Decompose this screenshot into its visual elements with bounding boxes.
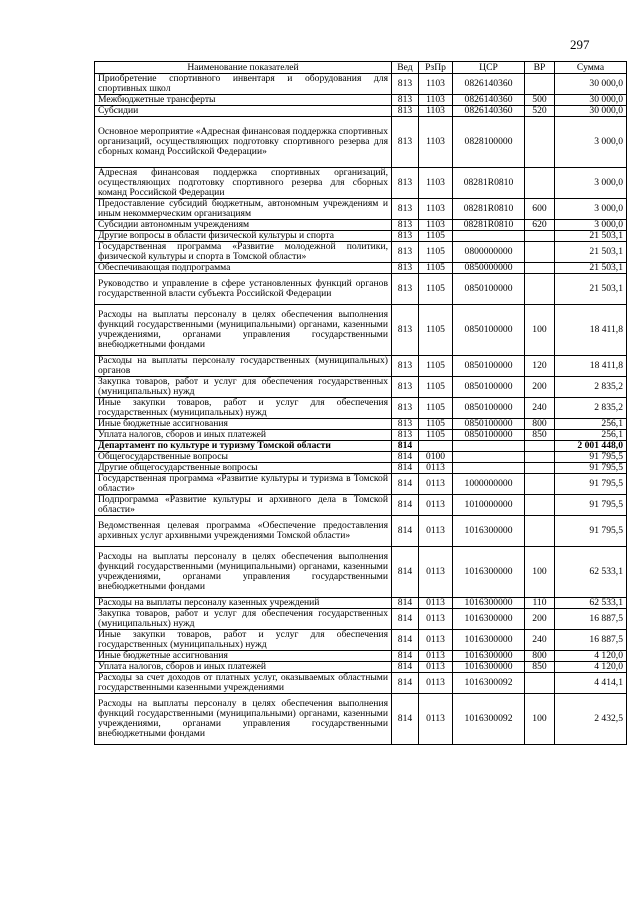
table-header-row [95,62,627,74]
cell-name: Основное мероприятие «Адресная финансовая поддержка спортивных организаций, осуществляющих подготовку спортивного резерва для сборных команд Российской Федерации» [95,117,392,168]
cell-csr: 0850100000 [453,398,525,419]
cell-rzpr: 0113 [419,651,453,662]
cell-rzpr: 1105 [419,231,453,242]
cell-csr [453,463,525,474]
cell-name: Общегосударственные вопросы [95,452,392,463]
table-row [95,516,627,547]
cell-rzpr: 1105 [419,419,453,430]
cell-csr: 0800000000 [453,242,525,263]
header-ved: Вед [392,62,419,74]
cell-ved: 814 [392,474,419,495]
cell-rzpr: 1103 [419,106,453,117]
cell-csr: 1016300092 [453,673,525,694]
cell-name: Департамент по культуре и туризму Томской области [95,441,392,452]
table-row [95,377,627,398]
cell-csr: 1016300000 [453,651,525,662]
cell-ved: 813 [392,419,419,430]
cell-vr: 240 [525,630,555,651]
cell-sum: 2 835,2 [555,398,627,419]
cell-csr: 08281R0810 [453,168,525,199]
cell-rzpr: 1103 [419,95,453,106]
cell-rzpr: 1103 [419,117,453,168]
cell-rzpr: 1105 [419,274,453,305]
cell-rzpr: 0113 [419,516,453,547]
cell-csr: 1010000000 [453,495,525,516]
header-csr: ЦСР [453,62,525,74]
table-row [95,452,627,463]
cell-ved: 814 [392,441,419,452]
cell-sum: 91 795,5 [555,452,627,463]
cell-sum: 91 795,5 [555,474,627,495]
table-row [95,463,627,474]
cell-rzpr: 0113 [419,630,453,651]
cell-ved: 813 [392,168,419,199]
cell-rzpr [419,441,453,452]
cell-rzpr: 0113 [419,598,453,609]
cell-sum: 3 000,0 [555,220,627,231]
cell-sum: 4 120,0 [555,651,627,662]
cell-csr: 1016300092 [453,694,525,745]
table-row [95,74,627,95]
table-row [95,106,627,117]
cell-sum: 21 503,1 [555,274,627,305]
cell-csr: 1016300000 [453,630,525,651]
cell-sum: 256,1 [555,419,627,430]
cell-vr: 620 [525,220,555,231]
table-row [95,168,627,199]
cell-ved: 813 [392,117,419,168]
cell-name: Расходы на выплаты персоналу казенных учреждений [95,598,392,609]
cell-vr: 800 [525,651,555,662]
cell-csr: 1016300000 [453,598,525,609]
cell-name: Подпрограмма «Развитие культуры и архивного дела в Томской области» [95,495,392,516]
cell-sum: 30 000,0 [555,106,627,117]
cell-name: Иные закупки товаров, работ и услуг для обеспечения государственных (муниципальных) нужд [95,630,392,651]
cell-csr: 0826140360 [453,74,525,95]
cell-name: Иные бюджетные ассигнования [95,419,392,430]
cell-sum: 2 432,5 [555,694,627,745]
cell-ved: 814 [392,609,419,630]
cell-sum: 4 414,1 [555,673,627,694]
cell-csr: 1016300000 [453,516,525,547]
cell-ved: 814 [392,516,419,547]
cell-sum: 256,1 [555,430,627,441]
cell-ved: 814 [392,662,419,673]
cell-ved: 813 [392,263,419,274]
table-row [95,630,627,651]
cell-vr [525,263,555,274]
cell-sum: 30 000,0 [555,95,627,106]
cell-csr: 0850100000 [453,430,525,441]
cell-rzpr: 1103 [419,74,453,95]
cell-sum: 3 000,0 [555,199,627,220]
cell-name: Расходы на выплаты персоналу в целях обеспечения выполнения функций государственными (муниципальными) органами, казенными учреждениями, органами управления государственными внебюджетными фондами [95,547,392,598]
page-number: 297 [570,37,590,52]
cell-name: Приобретение спортивного инвентаря и оборудования для спортивных школ [95,74,392,95]
cell-rzpr: 0113 [419,662,453,673]
cell-ved: 813 [392,106,419,117]
cell-ved: 814 [392,630,419,651]
table-row [95,673,627,694]
table-row [95,220,627,231]
cell-rzpr: 0113 [419,609,453,630]
cell-ved: 814 [392,673,419,694]
cell-name: Уплата налогов, сборов и иных платежей [95,430,392,441]
table-row [95,495,627,516]
cell-csr: 0826140360 [453,95,525,106]
cell-sum: 91 795,5 [555,516,627,547]
header-rzpr: РзПр [419,62,453,74]
cell-ved: 814 [392,651,419,662]
table-row [95,356,627,377]
table-row [95,305,627,356]
cell-name: Расходы на выплаты персоналу в целях обеспечения выполнения функций государственными (муниципальными) органами, казенными учреждениями, органами управления государственными внебюджетными фондами [95,305,392,356]
cell-ved: 813 [392,398,419,419]
cell-csr: 0850100000 [453,377,525,398]
cell-csr: 0828100000 [453,117,525,168]
cell-vr: 110 [525,598,555,609]
cell-vr: 500 [525,95,555,106]
cell-name: Закупка товаров, работ и услуг для обеспечения государственных (муниципальных) нужд [95,609,392,630]
cell-name: Расходы за счет доходов от платных услуг, оказываемых областными государственными казенными учреждениями [95,673,392,694]
cell-ved: 813 [392,430,419,441]
table-row [95,117,627,168]
cell-csr: 08281R0810 [453,220,525,231]
cell-sum: 21 503,1 [555,231,627,242]
cell-name: Государственная программа «Развитие молодежной политики, физической культуры и спорта в Томской области» [95,242,392,263]
header-vr: ВР [525,62,555,74]
cell-ved: 813 [392,220,419,231]
cell-csr: 1016300000 [453,547,525,598]
cell-sum: 3 000,0 [555,117,627,168]
budget-table [94,61,627,745]
cell-rzpr: 1103 [419,168,453,199]
cell-rzpr: 1105 [419,377,453,398]
cell-vr [525,441,555,452]
cell-rzpr: 0100 [419,452,453,463]
cell-ved: 813 [392,242,419,263]
cell-name: Другие вопросы в области физической культуры и спорта [95,231,392,242]
cell-rzpr: 1105 [419,242,453,263]
cell-name: Закупка товаров, работ и услуг для обеспечения государственных (муниципальных) нужд [95,377,392,398]
cell-ved: 813 [392,356,419,377]
cell-name: Другие общегосударственные вопросы [95,463,392,474]
table-row [95,430,627,441]
table-row [95,199,627,220]
cell-name: Адресная финансовая поддержка спортивных организаций, осуществляющих подготовку спортивного резерва для сборных команд Российской Федерации [95,168,392,199]
table-row [95,95,627,106]
cell-sum: 4 120,0 [555,662,627,673]
cell-ved: 813 [392,95,419,106]
cell-name: Обеспечивающая подпрограмма [95,263,392,274]
table-row [95,547,627,598]
cell-ved: 814 [392,452,419,463]
cell-csr: 0850100000 [453,305,525,356]
cell-csr: 08281R0810 [453,199,525,220]
cell-sum: 21 503,1 [555,242,627,263]
cell-ved: 813 [392,274,419,305]
cell-csr: 0850100000 [453,274,525,305]
cell-vr [525,242,555,263]
cell-vr: 520 [525,106,555,117]
table-row [95,474,627,495]
cell-vr [525,168,555,199]
cell-vr [525,495,555,516]
cell-rzpr: 1103 [419,220,453,231]
table-row [95,694,627,745]
cell-sum: 2 001 448,0 [555,441,627,452]
cell-rzpr: 1103 [419,199,453,220]
cell-sum: 3 000,0 [555,168,627,199]
cell-ved: 813 [392,231,419,242]
cell-csr: 1016300000 [453,609,525,630]
header-name: Наименование показателей [95,62,392,74]
table-row [95,598,627,609]
table-row [95,662,627,673]
cell-vr [525,463,555,474]
cell-name: Расходы на выплаты персоналу государственных (муниципальных) органов [95,356,392,377]
cell-ved: 813 [392,199,419,220]
cell-csr: 0826140360 [453,106,525,117]
cell-vr [525,673,555,694]
cell-ved: 813 [392,377,419,398]
cell-sum: 18 411,8 [555,356,627,377]
cell-csr: 1000000000 [453,474,525,495]
cell-csr [453,441,525,452]
cell-csr [453,452,525,463]
cell-rzpr: 0113 [419,673,453,694]
cell-csr [453,231,525,242]
cell-rzpr: 1105 [419,263,453,274]
cell-name: Субсидии [95,106,392,117]
cell-name: Руководство и управление в сфере установленных функций органов государственной власти субъекта Российской Федерации [95,274,392,305]
cell-vr: 240 [525,398,555,419]
cell-rzpr: 1105 [419,356,453,377]
cell-sum: 18 411,8 [555,305,627,356]
cell-csr: 0850000000 [453,263,525,274]
cell-name: Иные бюджетные ассигнования [95,651,392,662]
cell-rzpr: 0113 [419,463,453,474]
table-row [95,398,627,419]
cell-vr: 120 [525,356,555,377]
table-row [95,609,627,630]
cell-vr: 200 [525,377,555,398]
table-row [95,263,627,274]
cell-name: Иные закупки товаров, работ и услуг для обеспечения государственных (муниципальных) нужд [95,398,392,419]
cell-ved: 814 [392,694,419,745]
cell-rzpr: 1105 [419,398,453,419]
cell-sum: 16 887,5 [555,630,627,651]
cell-ved: 813 [392,305,419,356]
cell-sum: 62 533,1 [555,547,627,598]
cell-sum: 91 795,5 [555,495,627,516]
cell-vr: 100 [525,305,555,356]
cell-name: Субсидии автономным учреждениям [95,220,392,231]
table-row [95,651,627,662]
cell-rzpr: 0113 [419,694,453,745]
cell-sum: 2 835,2 [555,377,627,398]
cell-vr [525,474,555,495]
cell-sum: 21 503,1 [555,263,627,274]
cell-vr: 600 [525,199,555,220]
header-sum: Сумма [555,62,627,74]
cell-sum: 30 000,0 [555,74,627,95]
table-row [95,441,627,452]
table-row [95,419,627,430]
cell-vr: 850 [525,430,555,441]
cell-vr [525,74,555,95]
cell-vr [525,516,555,547]
cell-csr: 1016300000 [453,662,525,673]
cell-vr [525,452,555,463]
cell-sum: 62 533,1 [555,598,627,609]
cell-vr: 800 [525,419,555,430]
cell-ved: 813 [392,74,419,95]
cell-vr: 100 [525,694,555,745]
cell-vr [525,117,555,168]
cell-name: Ведомственная целевая программа «Обеспечение предоставления архивных услуг архивными учреждениями Томской области» [95,516,392,547]
cell-rzpr: 0113 [419,474,453,495]
table-row [95,231,627,242]
cell-csr: 0850100000 [453,419,525,430]
cell-vr [525,274,555,305]
cell-rzpr: 0113 [419,547,453,598]
cell-name: Межбюджетные трансферты [95,95,392,106]
cell-vr [525,231,555,242]
cell-ved: 814 [392,495,419,516]
cell-sum: 91 795,5 [555,463,627,474]
cell-name: Расходы на выплаты персоналу в целях обеспечения выполнения функций государственными (муниципальными) органами, казенными учреждениями, органами управления государственными внебюджетными фондами [95,694,392,745]
cell-name: Уплата налогов, сборов и иных платежей [95,662,392,673]
cell-rzpr: 1105 [419,430,453,441]
table-row [95,274,627,305]
cell-ved: 814 [392,547,419,598]
cell-name: Государственная программа «Развитие культуры и туризма в Томской области» [95,474,392,495]
cell-vr: 850 [525,662,555,673]
cell-rzpr: 1105 [419,305,453,356]
cell-vr: 100 [525,547,555,598]
cell-sum: 16 887,5 [555,609,627,630]
cell-ved: 814 [392,463,419,474]
cell-vr: 200 [525,609,555,630]
cell-rzpr: 0113 [419,495,453,516]
cell-csr: 0850100000 [453,356,525,377]
cell-name: Предоставление субсидий бюджетным, автономным учреждениям и иным некоммерческим организациям [95,199,392,220]
table-row [95,242,627,263]
cell-ved: 814 [392,598,419,609]
